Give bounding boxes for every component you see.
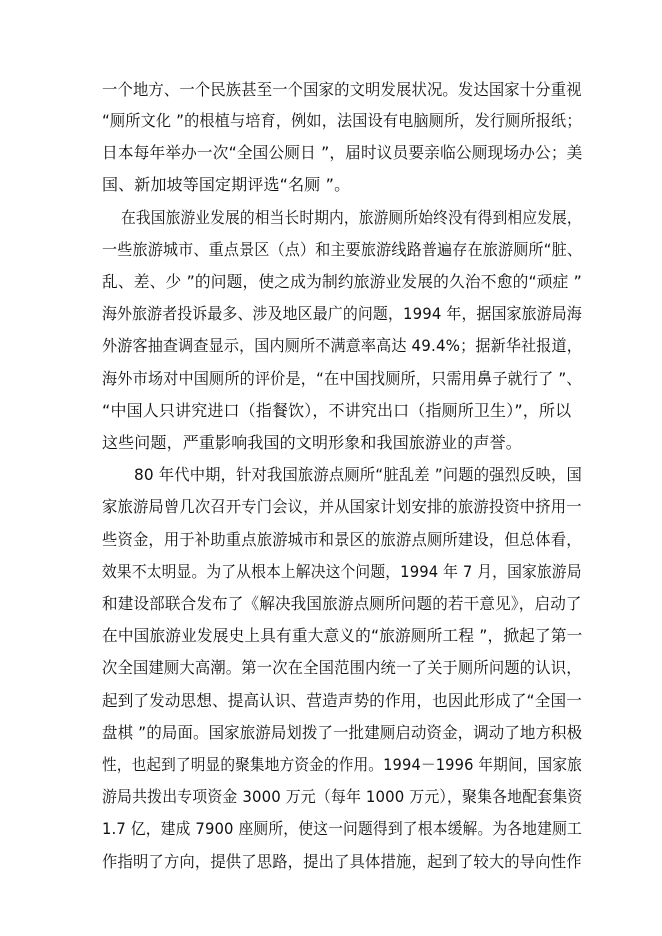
text-line: 性，也起到了明显的聚集地方资金的作用。1994－1996 年期间，国家旅 <box>102 755 582 774</box>
text-line: 一个地方、一个民族甚至一个国家的文明发展状况。发达国家十分重视 <box>102 80 582 99</box>
text-line: 日本每年举办一次“全国公厕日 ”，届时议员要亲临公厕现场办公；美 <box>102 143 583 162</box>
text-line: 次全国建厕大高潮。第一次在全国范围内统一了关于厕所问题的认识， <box>102 658 582 677</box>
paragraph-first-line: 在我国旅游业发展的相当长时期内，旅游厕所始终没有得到相应发展， <box>121 208 582 227</box>
text-line: 家旅游局曾几次召开专门会议，并从国家计划安排的旅游投资中挤用一 <box>102 497 582 516</box>
text-line: 游局共拨出专项资金 3000 万元（每年 1000 万元），聚集各地配套集资 <box>102 787 583 806</box>
text-line: 海外旅游者投诉最多、涉及地区最广的问题，1994 年，据国家旅游局海 <box>102 304 582 323</box>
text-line: 国、新加坡等国定期评选“名厕 ”。 <box>102 175 351 194</box>
paragraph-first-line: 80 年代中期，针对我国旅游点厕所“脏乱差 ”问题的强烈反映，国 <box>134 465 582 484</box>
text-line: 起到了发动思想、提高认识、营造声势的作用，也因此形成了“全国一 <box>102 691 582 710</box>
text-line: 在中国旅游业发展史上具有重大意义的“旅游厕所工程 ”，掀起了第一 <box>102 626 583 645</box>
text-line: 1.7 亿，建成 7900 座厕所，使这一问题得到了根本缓解。为各地建厕工 <box>102 819 583 838</box>
text-line: 盘棋 ”的局面。国家旅游局划拨了一批建厕启动资金，调动了地方积极 <box>102 723 583 742</box>
text-line: 一些旅游城市、重点景区（点）和主要旅游线路普遍存在旅游厕所“脏、 <box>102 240 583 259</box>
text-line: 海外市场对中国厕所的评价是，“在中国找厕所，只需用鼻子就行了 ”、 <box>102 369 582 388</box>
text-line: 作指明了方向，提供了思路，提出了具体措施，起到了较大的导向性作 <box>102 852 582 871</box>
text-line: 效果不太明显。为了从根本上解决这个问题，1994 年 7 月，国家旅游局 <box>102 562 582 581</box>
text-line: “中国人只讲究进口（指餐饮），不讲究出口（指厕所卫生）”，所以 <box>102 401 572 420</box>
text-line: 和建设部联合发布了《解决我国旅游点厕所问题的若干意见》，启动了 <box>102 594 582 613</box>
text-line: 些资金，用于补助重点旅游城市和景区的旅游点厕所建设，但总体看， <box>102 530 582 549</box>
text-line: 外游客抽查调查显示，国内厕所不满意率高达 49.4%；据新华社报道， <box>102 336 583 355</box>
text-line: “厕所文化 ”的根植与培育，例如，法国设有电脑厕所，发行厕所报纸； <box>102 111 582 130</box>
text-line: 这些问题，严重影响我国的文明形象和我国旅游业的声誉。 <box>102 433 522 452</box>
text-line: 乱、差、少 ”的问题，使之成为制约旅游业发展的久治不愈的“顽症 ” <box>102 272 582 291</box>
